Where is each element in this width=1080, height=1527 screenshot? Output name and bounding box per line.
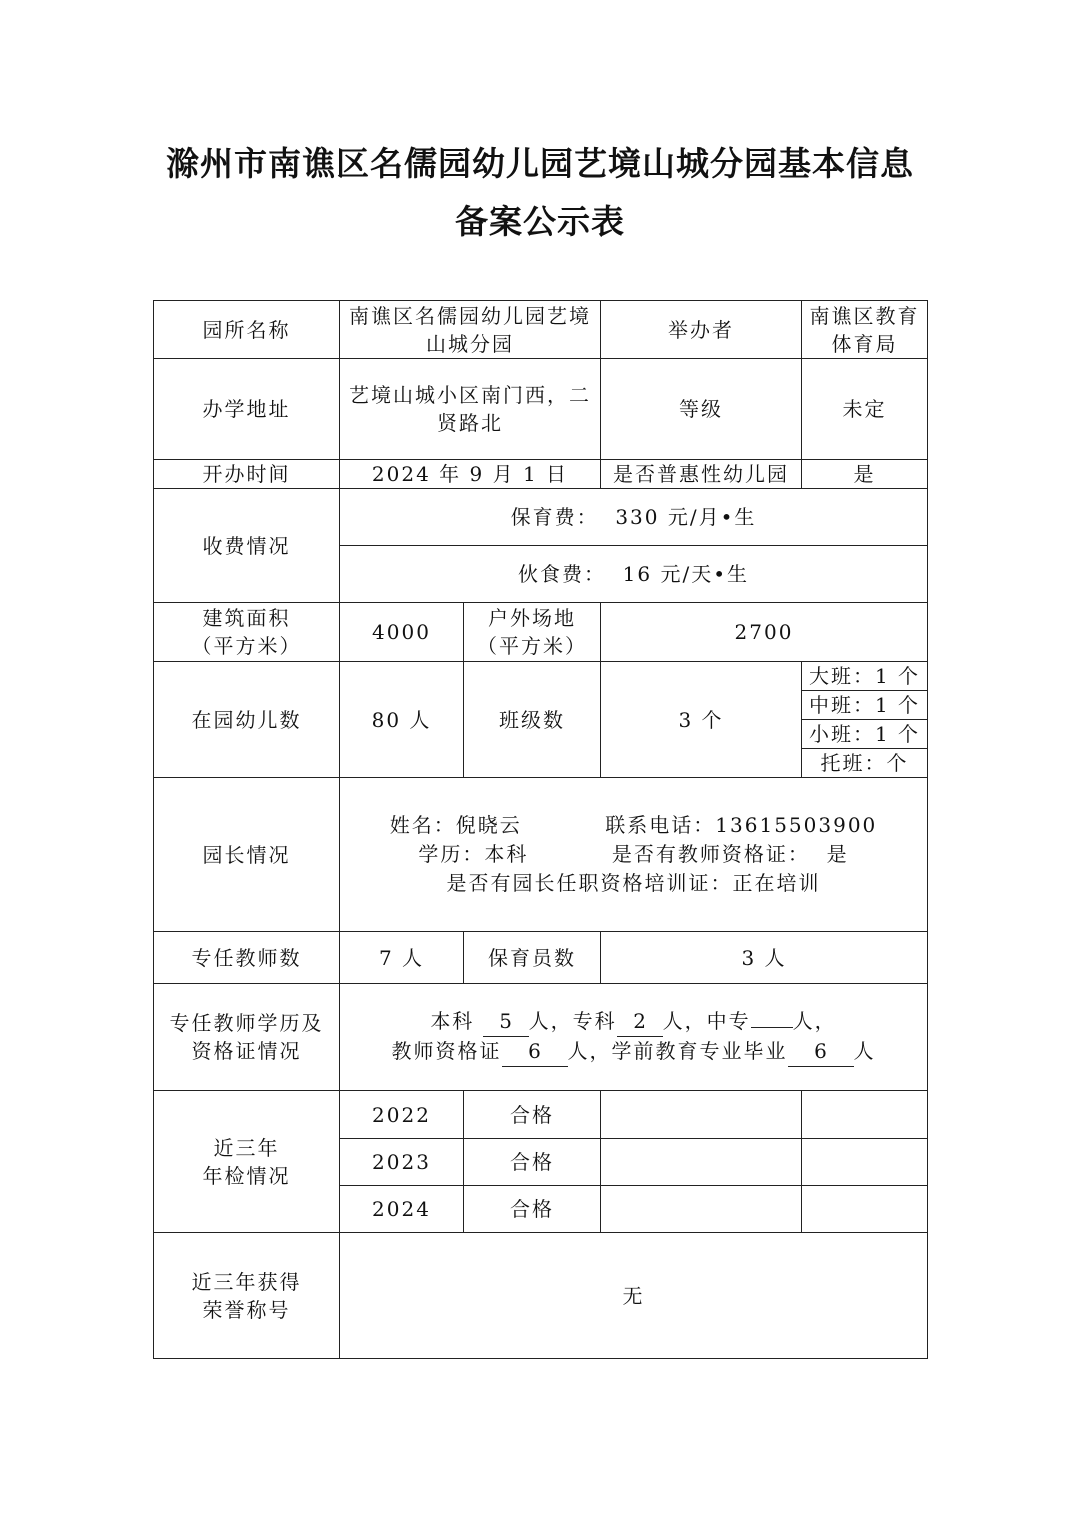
principal-info bbox=[340, 778, 928, 932]
carers-label: 保育员数 bbox=[464, 932, 601, 984]
building-area-title: 建筑面积 bbox=[202, 606, 291, 630]
fees-label: 收费情况 bbox=[154, 489, 340, 603]
care-fee: 保育费： 330 元/月•生 bbox=[340, 489, 928, 546]
end-text: 人， bbox=[792, 1009, 837, 1033]
teachers-value: 7 人 bbox=[340, 932, 464, 984]
inspection-result: 合格 bbox=[464, 1091, 601, 1139]
inspection-year: 2024 bbox=[340, 1186, 464, 1233]
inspection-label-line2: 年检情况 bbox=[202, 1163, 291, 1188]
children-value: 80 人 bbox=[340, 662, 464, 778]
table-row bbox=[154, 359, 928, 460]
building-area-unit: （平方米） bbox=[191, 634, 302, 658]
table-row bbox=[154, 932, 928, 984]
open-date-value: 2024 年 9 月 1 日 bbox=[340, 460, 601, 489]
class-item: 托班：个 bbox=[802, 749, 928, 778]
preschool-count: 6 bbox=[788, 1037, 854, 1067]
qualification-label-line1: 专任教师学历及 bbox=[169, 1011, 324, 1035]
teachers-label: 专任教师数 bbox=[154, 932, 340, 984]
inspection-result: 合格 bbox=[464, 1186, 601, 1233]
table-row bbox=[154, 778, 928, 932]
cert-count: 6 bbox=[502, 1037, 568, 1067]
table-row bbox=[154, 1091, 928, 1139]
grade-value: 未定 bbox=[802, 359, 928, 460]
preschool-text: 人，学前教育专业毕业 bbox=[567, 1039, 788, 1063]
open-date-label: 开办时间 bbox=[154, 460, 340, 489]
honors-label-line2: 荣誉称号 bbox=[202, 1297, 291, 1322]
inclusive-value: 是 bbox=[802, 460, 928, 489]
table-row bbox=[154, 301, 928, 359]
qualification-label-line2: 资格证情况 bbox=[191, 1039, 302, 1063]
table-row bbox=[154, 984, 928, 1091]
organizer-value: 南谯区教育体育局 bbox=[802, 301, 928, 359]
inspection-result: 合格 bbox=[464, 1139, 601, 1186]
document-title-line2: 备案公示表 bbox=[455, 202, 625, 241]
meal-fee: 伙食费： 16 元/天•生 bbox=[340, 546, 928, 603]
document-title-line1: 滁州市南谯区名儒园幼儿园艺境山城分园基本信息 bbox=[166, 144, 914, 183]
outdoor-area-label bbox=[464, 603, 601, 662]
bachelor-text: 本科 bbox=[430, 1009, 475, 1033]
person-text: 人 bbox=[853, 1039, 876, 1063]
name-label: 园所名称 bbox=[154, 301, 340, 359]
qualification-info bbox=[340, 984, 928, 1091]
inspection-label bbox=[154, 1091, 340, 1233]
college-text: 人，专科 bbox=[528, 1009, 617, 1033]
outdoor-area-unit: （平方米） bbox=[477, 634, 587, 658]
class-item: 中班：1 个 bbox=[802, 691, 928, 720]
table-row bbox=[154, 603, 928, 662]
table-row bbox=[154, 1233, 928, 1359]
honors-label-line1: 近三年获得 bbox=[191, 1269, 302, 1294]
address-label: 办学地址 bbox=[154, 359, 340, 460]
inspection-empty bbox=[802, 1091, 928, 1139]
qualification-label bbox=[154, 984, 340, 1091]
class-count-value: 3 个 bbox=[601, 662, 802, 778]
class-count-label: 班级数 bbox=[464, 662, 601, 778]
outdoor-area-value: 2700 bbox=[601, 603, 928, 662]
organizer-label: 举办者 bbox=[601, 301, 802, 359]
qualification-line2 bbox=[344, 1037, 923, 1067]
children-label: 在园幼儿数 bbox=[154, 662, 340, 778]
inspection-year: 2023 bbox=[340, 1139, 464, 1186]
building-area-label bbox=[154, 603, 340, 662]
inspection-empty bbox=[601, 1139, 802, 1186]
principal-line2: 学历：本科 是否有教师资格证： 是 bbox=[418, 842, 849, 866]
inspection-empty bbox=[601, 1091, 802, 1139]
table-row bbox=[154, 460, 928, 489]
inspection-year: 2022 bbox=[340, 1091, 464, 1139]
qualification-line1 bbox=[344, 1007, 923, 1037]
principal-line3: 是否有园长任职资格培训证：正在培训 bbox=[446, 871, 821, 895]
inspection-empty bbox=[802, 1139, 928, 1186]
honors-value: 无 bbox=[340, 1233, 928, 1359]
honors-label bbox=[154, 1233, 340, 1359]
secondary-text: 人，中专 bbox=[662, 1009, 751, 1033]
building-area-value: 4000 bbox=[340, 603, 464, 662]
inclusive-label: 是否普惠性幼儿园 bbox=[601, 460, 802, 489]
carers-value: 3 人 bbox=[601, 932, 928, 984]
info-table bbox=[153, 300, 928, 1359]
cert-text: 教师资格证 bbox=[391, 1039, 502, 1063]
class-item: 小班：1 个 bbox=[802, 720, 928, 749]
secondary-count bbox=[751, 1027, 793, 1028]
inspection-empty bbox=[601, 1186, 802, 1233]
principal-line1: 姓名：倪晓云 联系电话：13615503900 bbox=[389, 813, 878, 837]
inspection-empty bbox=[802, 1186, 928, 1233]
class-item: 大班：1 个 bbox=[802, 662, 928, 691]
outdoor-area-title: 户外场地 bbox=[488, 606, 576, 630]
college-count: 2 bbox=[617, 1007, 663, 1037]
inspection-label-line1: 近三年 bbox=[213, 1135, 280, 1160]
bachelor-count: 5 bbox=[483, 1007, 529, 1037]
grade-label: 等级 bbox=[601, 359, 802, 460]
name-value: 南谯区名儒园幼儿园艺境山城分园 bbox=[340, 301, 601, 359]
address-value: 艺境山城小区南门西，二贤路北 bbox=[340, 359, 601, 460]
table-row bbox=[154, 489, 928, 546]
table-row bbox=[154, 662, 928, 691]
principal-label: 园长情况 bbox=[154, 778, 340, 932]
